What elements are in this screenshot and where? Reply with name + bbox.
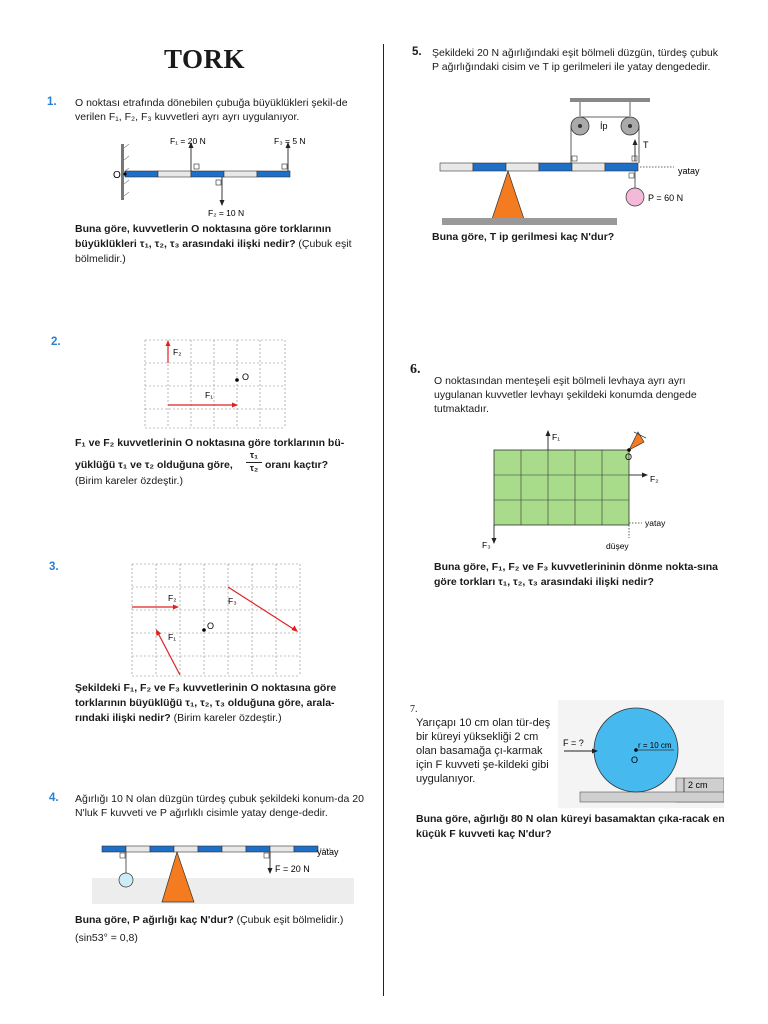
q4-fulcrum — [162, 852, 194, 902]
q6-arrow-f1 — [546, 430, 551, 450]
q5-ground — [442, 218, 617, 225]
q2-question-note: (Birim kareler özdeştir.) — [75, 475, 183, 487]
q1-question — [75, 222, 365, 267]
q3-number: 3. — [49, 561, 59, 573]
q4-label-f: F = 20 N — [275, 864, 310, 874]
q6-figure — [480, 422, 700, 556]
q2-question-line1: F₁ ve F₂ kuvvetlerinin O noktasına göre torklarının bü- — [75, 437, 345, 449]
q5-label-ip: İp — [600, 121, 608, 131]
q5-pulleys — [571, 102, 639, 163]
q6-hinge — [629, 432, 644, 450]
q7-number: 7. — [410, 704, 418, 715]
q2-label-f1: F₁ — [205, 390, 214, 400]
q7-label-h: 2 cm — [688, 780, 708, 790]
q4-rod — [102, 846, 318, 852]
q3-question — [75, 681, 365, 726]
column-divider — [383, 44, 384, 996]
q5-question: Buna göre, T ip gerilmesi kaç N'dur? — [432, 231, 615, 243]
q7-label-f: F = ? — [563, 738, 584, 748]
page-title: TORK — [164, 44, 246, 74]
q7-label-r: r = 10 cm — [638, 741, 672, 750]
q3-arrow-f2 — [132, 605, 179, 610]
q6-question: Buna göre, F₁, F₂ ve F₃ kuvvetlerininin dönme nokta-sına göre torkları τ₁, τ₂, τ₃ arasındaki ilişki nedir? — [434, 561, 718, 588]
q1-arrow-f3 — [282, 142, 291, 171]
q4-question — [75, 913, 370, 928]
q6-arrow-f3 — [492, 525, 497, 544]
q7-ground — [580, 792, 724, 802]
q7-text: Yarıçapı 10 cm olan tür-deş bir küreyi yüksekliği 2 cm olan basamağa çı-karmak için F kuvveti şe-kildeki gibi uygulanıyor. — [416, 717, 551, 785]
q4-weight-p — [119, 852, 133, 887]
q5-figure — [430, 96, 720, 226]
q3-label-f3: F₃ — [228, 596, 237, 606]
q7-question: Buna göre, ağırlığı 80 N olan küreyi basamaktan çıka-racak en küçük F kuvveti kaç N'dur? — [416, 813, 725, 840]
q3-label-f2: F₂ — [168, 593, 177, 603]
q2-label-o: O — [242, 372, 250, 382]
q1-label-f3: F₃ = 5 N — [274, 136, 306, 146]
q4-sin-note: (sin53° = 0,8) — [75, 932, 138, 944]
q4-text: Ağırlığı 10 N olan düzgün türdeş çubuk şekildeki konum-da 20 N'luk F kuvveti ve P ağırlıklı cisimle yatay denge-dedir. — [75, 793, 364, 819]
q6-label-yatay: yatay — [645, 518, 666, 528]
q6-plate — [494, 450, 629, 525]
q4-question-note: (Çubuk eşit bölmelidir.) — [236, 914, 344, 926]
q2-number: 2. — [51, 336, 61, 348]
q2-fraction-num: τ₁ — [249, 450, 259, 461]
q1-wall — [121, 144, 124, 200]
q7-figure — [558, 700, 724, 808]
q2-question-line2b: oranı kaçtır? — [265, 459, 329, 471]
q2-figure — [140, 332, 290, 432]
q6-arrow-f2 — [629, 473, 648, 478]
q6-text: O noktasından menteşeli eşit bölmeli levhaya ayrı ayrı uygulanan kuvvetler levhayı şekildeki konumda dengede tutmaktadır. — [434, 375, 697, 415]
q1-rod — [125, 171, 290, 177]
q3-label-f1: F₁ — [168, 632, 177, 642]
q5-number: 5. — [412, 46, 422, 58]
q2-question-line2a: yüklüğü τ₁ ve τ₂ olduğuna göre, — [75, 459, 233, 471]
q4-number: 4. — [49, 792, 59, 804]
q1-text: O noktası etrafında dönebilen çubuğa büyüklükleri şekil-de verilen F₁, F₂, F₃ kuvvetleri ayrı ayrı uygulanıyor. — [75, 97, 348, 123]
q5-label-yatay: yatay — [678, 166, 700, 176]
q4-arrow-f — [264, 852, 273, 874]
q3-question-note: (Birim kareler özdeştir.) — [173, 712, 282, 724]
q7-label-o: O — [631, 755, 639, 765]
q6-number: 6. — [410, 362, 421, 377]
q1-label-f1: F₁ = 20 N — [170, 136, 206, 146]
q1-arrow-f2 — [216, 177, 225, 206]
q4-question-bold: Buna göre, P ağırlığı kaç N'dur? — [75, 914, 234, 926]
q3-point-o — [202, 628, 206, 632]
q2-arrow-f2 — [166, 340, 171, 363]
q6-label-dusey: düşey — [606, 541, 629, 551]
q6-label-f3: F₃ — [482, 540, 491, 550]
q6-label-f1: F₁ — [552, 432, 561, 442]
q2-fraction — [246, 450, 262, 475]
q1-number: 1. — [47, 96, 57, 108]
q2-fraction-den: τ₂ — [246, 462, 262, 475]
q5-label-p: P = 60 N — [648, 193, 684, 203]
q3-arrow-f3 — [228, 587, 298, 632]
q4-figure — [92, 840, 362, 908]
q5-ceiling — [570, 98, 650, 102]
q1-label-o: O — [113, 170, 121, 181]
q3-figure — [128, 560, 306, 680]
q5-text: Şekildeki 20 N ağırlığındaki eşit bölmeli düzgün, türdeş çubuk P ağırlığındaki cisim ve T ip gerilmeleri ile yatay dengededir. — [432, 47, 718, 73]
q3-grid — [132, 564, 300, 676]
q2-point-o — [235, 378, 239, 382]
q1-label-f2: F₂ = 10 N — [208, 208, 245, 218]
q3-question-bold: Şekildeki F₁, F₂ ve F₃ kuvvetlerinin O noktasına göre torklarının büyüklüğü τ₁, τ₂, τ₃ olduğuna göre, arala-rındaki ilişki nedir? — [75, 682, 337, 724]
q1-arrow-f1 — [189, 142, 200, 171]
q5-fulcrum — [492, 171, 524, 219]
q6-label-o: O — [625, 452, 633, 462]
q6-label-f2: F₂ — [650, 474, 659, 484]
q5-weight-p — [626, 171, 644, 206]
q1-figure — [110, 130, 320, 218]
q1-question-bold: Buna göre, kuvvetlerin O noktasına göre torklarının büyüklükleri τ₁, τ₂, τ₃ arasındaki ilişki nedir? — [75, 223, 332, 250]
q3-label-o: O — [207, 621, 215, 631]
q5-label-t: T — [643, 140, 649, 150]
q5-rod — [440, 163, 638, 171]
q1-question-note: (Çubuk eşit bölmelidir.) — [75, 238, 352, 265]
q2-grid — [145, 340, 285, 428]
q4-label-yatay: yatay — [317, 847, 339, 857]
q2-label-f2: F₂ — [173, 347, 182, 357]
q2-arrow-f1 — [168, 403, 238, 408]
